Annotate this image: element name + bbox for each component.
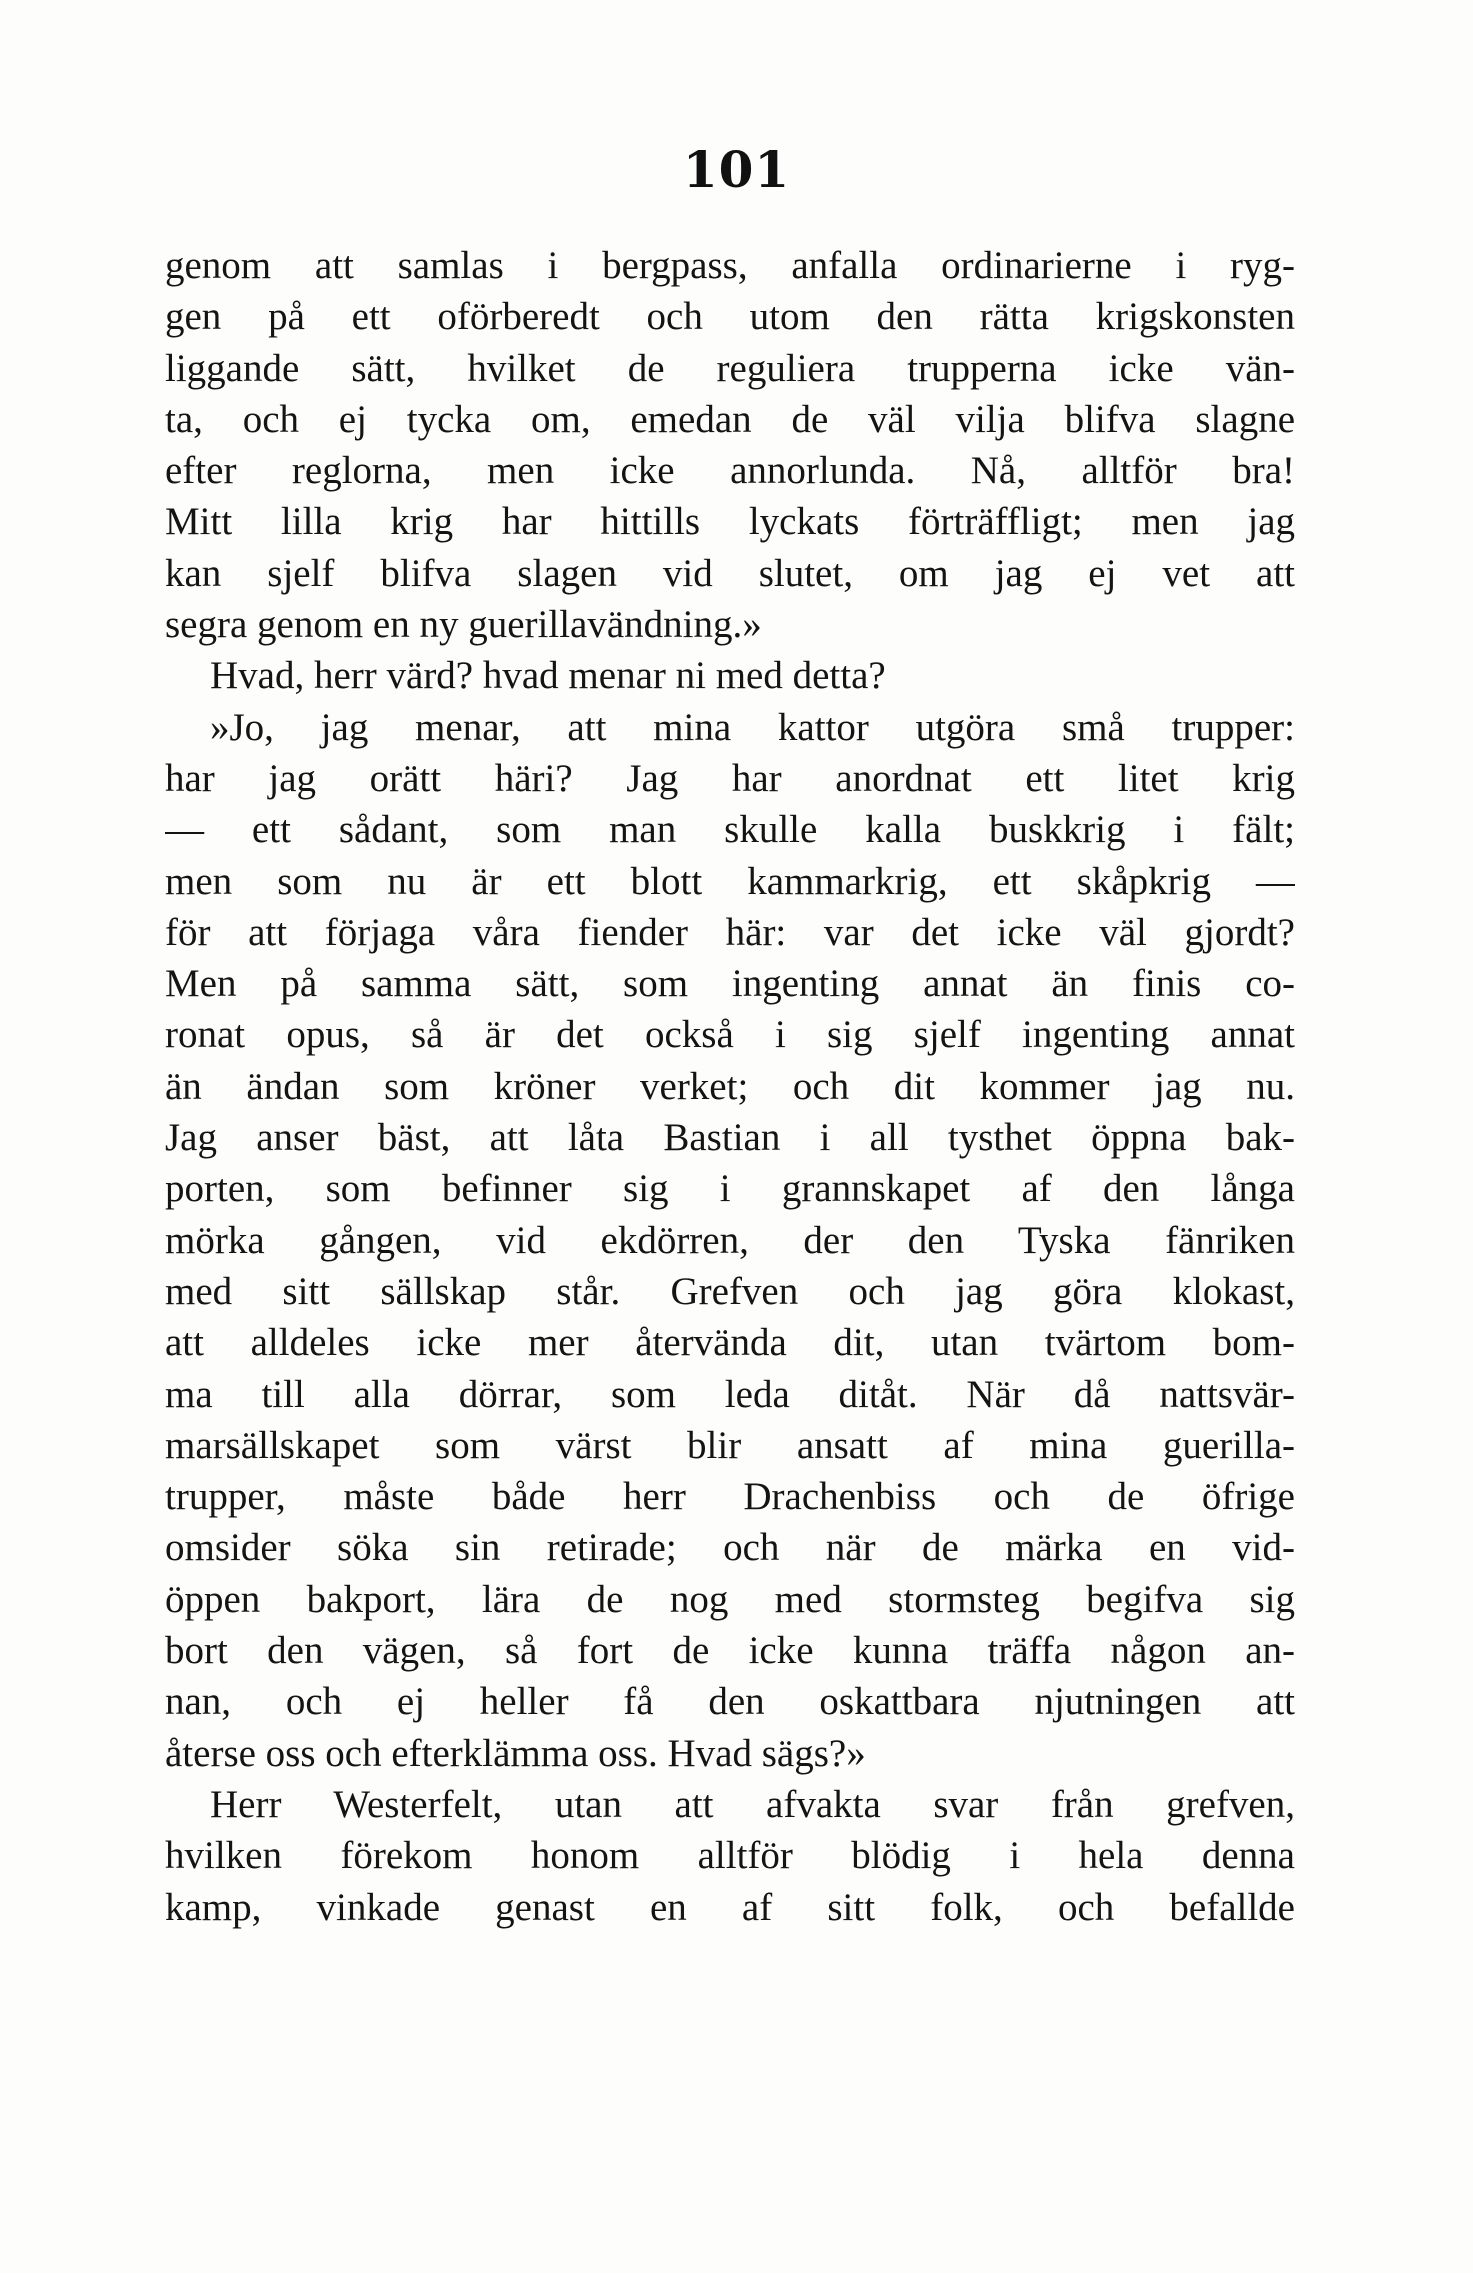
text-line: segra genom en ny guerillavändning.» (165, 603, 762, 647)
text-line: gen på ett oförberedt och utom den rätta krigskonsten (165, 295, 1295, 339)
text-line: ta, och ej tycka om, emedan de väl vilja blifva slagne (165, 397, 1295, 441)
text-line: efter reglorna, men icke annorlunda. Nå, alltför bra! (165, 449, 1295, 493)
text-line: marsällskapet som värst blir ansatt af mina guerilla- (165, 1423, 1295, 1467)
text-line: att alldeles icke mer återvända dit, utan tvärtom bom- (165, 1321, 1295, 1365)
text-line: omsider söka sin retirade; och när de märka en vid- (165, 1526, 1295, 1570)
text-line: liggande sätt, hvilket de reguliera trupperna icke vän- (165, 346, 1295, 390)
text-line: för att förjaga våra fiender här: var det icke väl gjordt? (165, 910, 1295, 954)
text-line: hvilken förekom honom alltför blödig i hela denna (165, 1834, 1295, 1878)
text-line: återse oss och efterklämma oss. Hvad sägs?» (165, 1731, 866, 1775)
text-line: Hvad, herr värd? hvad menar ni med detta? (210, 654, 886, 698)
text-line: bort den vägen, så fort de icke kunna träffa någon an- (165, 1629, 1295, 1673)
text-line: öppen bakport, lära de nog med stormsteg begifva sig (165, 1577, 1295, 1621)
text-line: ma till alla dörrar, som leda ditåt. När då nattsvär- (165, 1372, 1295, 1416)
text-line: genom att samlas i bergpass, anfalla ordinarierne i ryg- (165, 244, 1295, 287)
text-line: kan sjelf blifva slagen vid slutet, om jag ej vet att (165, 551, 1295, 595)
text-line: har jag orätt häri? Jag har anordnat ett litet krig (165, 756, 1295, 800)
text-line: mörka gången, vid ekdörren, der den Tyska fänriken (165, 1218, 1295, 1262)
text-line: nan, och ej heller få den oskattbara njutningen att (165, 1680, 1295, 1724)
text-line: Herr Westerfelt, utan att afvakta svar från grefven, (210, 1782, 1295, 1826)
text-line: »Jo, jag menar, att mina kattor utgöra små trupper: (210, 705, 1295, 749)
text-line: Men på samma sätt, som ingenting annat än finis co- (165, 962, 1295, 1006)
text-line: — ett sådant, som man skulle kalla buskkrig i fält; (165, 808, 1295, 852)
text-line: med sitt sällskap står. Grefven och jag göra klokast, (165, 1269, 1295, 1313)
text-line: än ändan som kröner verket; och dit kommer jag nu. (165, 1064, 1295, 1108)
text-line: men som nu är ett blott kammarkrig, ett skåpkrig — (165, 859, 1295, 903)
text-line: ronat opus, så är det också i sig sjelf ingenting annat (165, 1013, 1295, 1057)
body-text (165, 240, 1295, 1933)
text-line: Mitt lilla krig har hittills lyckats förträffligt; men jag (165, 500, 1295, 544)
page-number: 101 (682, 140, 791, 199)
text-line: trupper, måste både herr Drachenbiss och de öfrige (165, 1475, 1295, 1519)
text-line: porten, som befinner sig i grannskapet af den långa (165, 1167, 1295, 1211)
text-line: Jag anser bäst, att låta Bastian i all tysthet öppna bak- (165, 1116, 1295, 1160)
text-line: kamp, vinkade genast en af sitt folk, och befallde (165, 1885, 1295, 1929)
